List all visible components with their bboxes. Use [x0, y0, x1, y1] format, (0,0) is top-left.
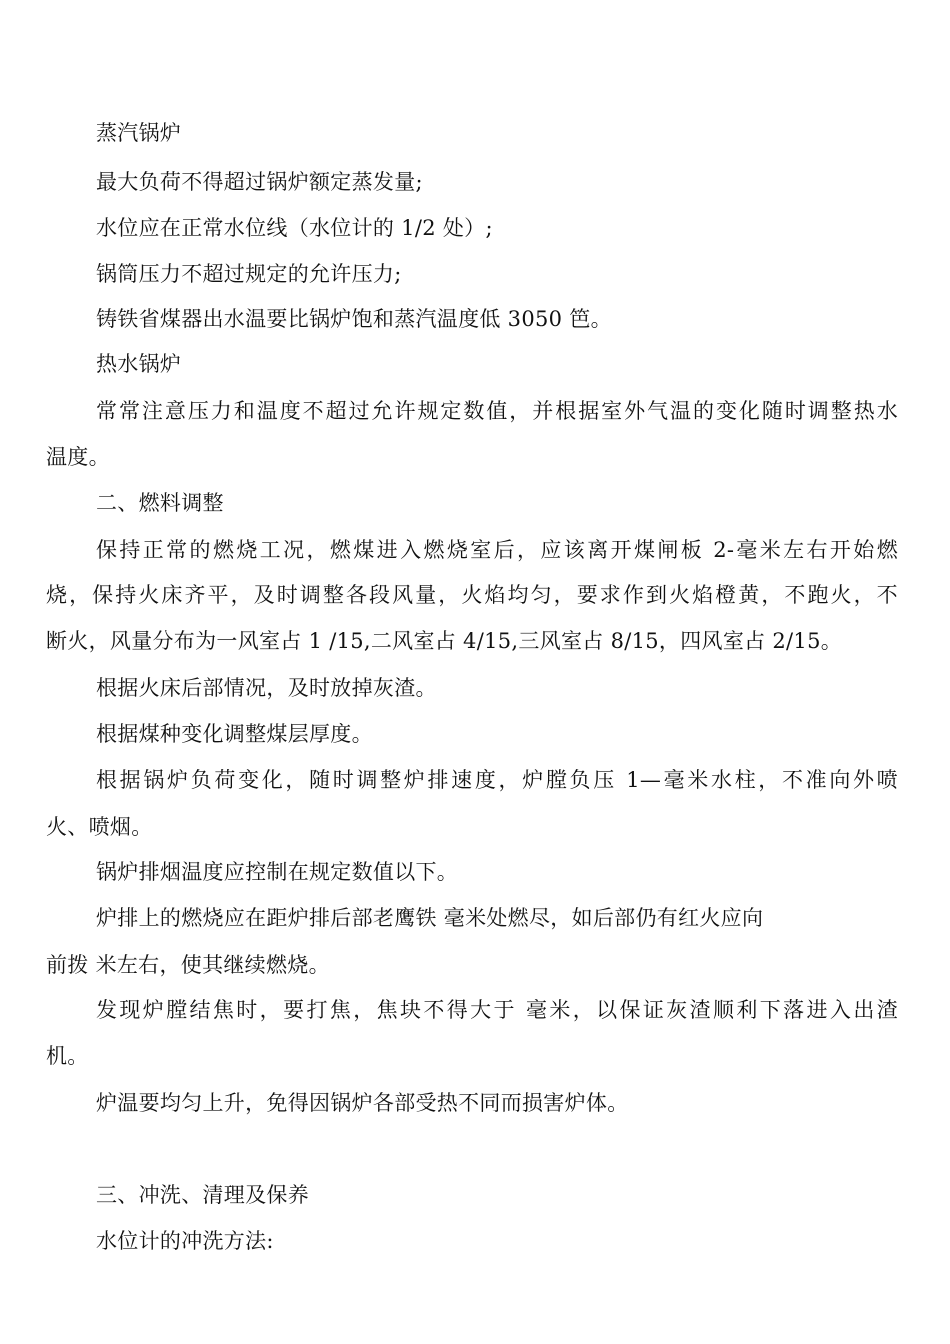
paragraph-line: 火、喷烟。	[46, 815, 153, 839]
paragraph-line: 水位计的冲洗方法:	[96, 1229, 274, 1253]
paragraph-line: 温度。	[46, 445, 110, 469]
paragraph-line: 锅筒压力不超过规定的允许压力;	[96, 262, 402, 286]
heading-steam-boiler: 蒸汽锅炉	[96, 121, 182, 145]
paragraph-line: 锅炉排烟温度应控制在规定数值以下。	[96, 860, 459, 884]
paragraph-line: 常常注意压力和温度不超过允许规定数值，并根据室外气温的变化随时调整热水	[96, 399, 898, 423]
paragraph-line: 机。	[46, 1044, 89, 1068]
section-heading-fuel-adjustment: 二、燃料调整	[96, 491, 224, 515]
section-heading-flushing-cleaning: 三、冲洗、清理及保养	[96, 1183, 309, 1207]
paragraph-line: 铸铁省煤器出水温要比锅炉饱和蒸汽温度低 3050 笆。	[96, 307, 612, 331]
paragraph-line: 炉温要均匀上升，免得因锅炉各部受热不同而损害炉体。	[96, 1091, 629, 1115]
paragraph-line: 保持正常的燃烧工况，燃煤进入燃烧室后，应该离开煤闸板 2-毫米左右开始燃	[96, 538, 898, 562]
heading-hot-water-boiler: 热水锅炉	[96, 352, 182, 376]
paragraph-line: 水位应在正常水位线（水位计的 1/2 处）;	[96, 216, 493, 240]
paragraph-line: 炉排上的燃烧应在距炉排后部老鹰铁 毫米处燃尽，如后部仍有红火应向	[96, 906, 764, 930]
paragraph-line: 断火，风量分布为一风室占 1 /15,二风室占 4/15,三风室占 8/15，四风室占 2/15。	[46, 629, 843, 653]
paragraph-line: 根据锅炉负荷变化，随时调整炉排速度，炉膛负压 1—毫米水柱，不准向外喷	[96, 768, 898, 792]
paragraph-line: 前拨 米左右，使其继续燃烧。	[46, 953, 330, 977]
paragraph-line: 最大负荷不得超过锅炉额定蒸发量;	[96, 170, 423, 194]
paragraph-line: 烧，保持火床齐平，及时调整各段风量，火焰均匀，要求作到火焰橙黄，不跑火，不	[46, 583, 898, 607]
paragraph-line: 发现炉膛结焦时，要打焦，焦块不得大于 毫米，以保证灰渣顺利下落进入出渣	[96, 998, 898, 1022]
paragraph-line: 根据火床后部情况，及时放掉灰渣。	[96, 676, 437, 700]
paragraph-line: 根据煤种变化调整煤层厚度。	[96, 722, 373, 746]
